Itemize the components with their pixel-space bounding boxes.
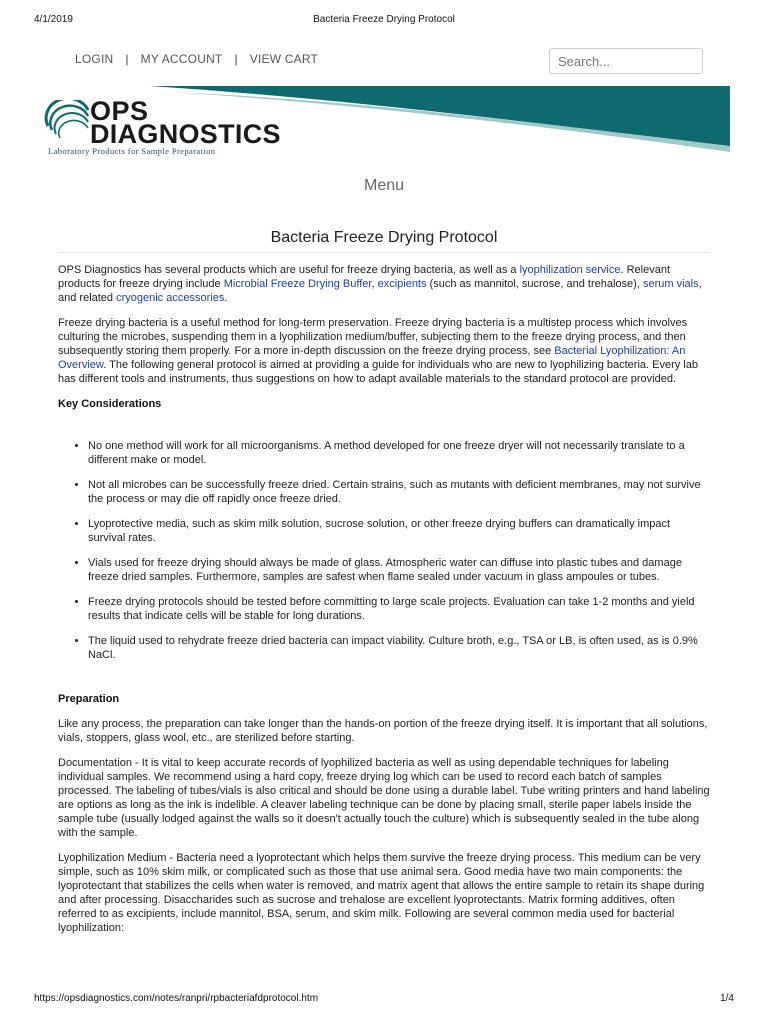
lyophilization-service-link[interactable]: lyophilization service — [519, 264, 621, 276]
list-item: • No one method will work for all microorganisms. A method developed for one freeze dryer will not necessarily translate to a different make or model. — [88, 439, 710, 467]
my-account-link[interactable]: MY ACCOUNT — [140, 52, 223, 66]
documentation-paragraph: Documentation - It is vital to keep accurate records of lyophilized bacteria as well as using dependable techniques for labeling individual samples. We recommend using a hard copy, freeze drying log which can be used to record each batch of samples processed. The labeling of tubes/vials is also critical and should be done using a durable label. Tube writing printers and hand labeling are options as long as the ink is indelible. A cleaver labeling technique can be done by placing small, sterile paper labels inside the sample tube (usually lodged against the walls so it doesn't actually touch the culture) which is subsequently sealed in the tube along with the sample. — [58, 757, 710, 839]
top-nav — [75, 52, 318, 66]
logo-text-ops: OPS — [90, 96, 149, 126]
title-divider — [58, 252, 710, 253]
article-body — [58, 263, 710, 935]
intro-paragraph: OPS Diagnostics has several products which are useful for freeze drying bacteria, as well as a lyophilization service. Relevant products for freeze drying include Microbial Freeze Drying Buffer, excipients (such as mannitol, sucrose, and trehalose), serum vials, and related cryogenic accessories. — [58, 264, 702, 304]
logo-swoosh-icon — [44, 100, 90, 146]
ops-diagnostics-logo[interactable] — [44, 96, 304, 158]
nav-separator: | — [234, 52, 238, 66]
cryogenic-accessories-link[interactable]: cryogenic accessories — [116, 292, 225, 304]
list-item: • Lyoprotective media, such as skim milk solution, sucrose solution, or other freeze drying buffers can dramatically impact survival rates. — [88, 517, 710, 545]
preparation-heading: Preparation — [58, 693, 120, 705]
page-number: 1/4 — [720, 993, 734, 1004]
print-url: https://opsdiagnostics.com/notes/ranpri/rpbacteriafdprotocol.htm — [34, 993, 319, 1004]
list-item: • The liquid used to rehydrate freeze dried bacteria can impact viability. Culture broth, e.g., TSA or LB, is often used, as is 0.9% NaCl. — [88, 634, 710, 662]
bacterial-lyophilization-overview-link[interactable]: Bacterial Lyophilization: An Overview — [58, 345, 686, 371]
key-considerations-heading: Key Considerations — [58, 398, 162, 410]
menu-toggle[interactable]: Menu — [363, 177, 405, 194]
search-input[interactable] — [549, 48, 703, 74]
overview-paragraph: Freeze drying bacteria is a useful method for long-term preservation. Freeze drying bacteria is a multistep process which involves culturing the microbes, suspending them in a lyophilization medium/buffer, subjecting them to the freeze drying process, and then subsequently storing them properly. For a more in-depth discussion on the freeze drying process, see Bacterial Lyophilization: An Overview. The following general protocol is aimed at providing a guide for individuals who are new to lyophilizing bacteria. Every lab has different tools and instruments, thus suggestions on how to adapt available materials to the standard protocol are provided. — [58, 317, 698, 385]
logo-tagline: Laboratory Products for Sample Preparation — [48, 146, 216, 156]
preparation-paragraph: Like any process, the preparation can take longer than the hands-on portion of the freeze drying itself. It is important that all solutions, vials, stoppers, glass wool, etc., are sterilized before starting. — [58, 718, 708, 744]
page-title: Bacteria Freeze Drying Protocol — [270, 229, 498, 246]
print-date: 4/1/2019 — [34, 14, 73, 25]
microbial-freeze-drying-buffer-link[interactable]: Microbial Freeze Drying Buffer — [223, 278, 372, 290]
print-header — [34, 14, 734, 28]
print-footer — [34, 993, 734, 1007]
login-link[interactable]: LOGIN — [75, 52, 114, 66]
logo-text-diagnostics: DIAGNOSTICS — [90, 119, 281, 149]
nav-separator: | — [125, 52, 129, 66]
view-cart-link[interactable]: VIEW CART — [249, 52, 319, 66]
key-considerations-list — [58, 439, 710, 662]
list-item: • Freeze drying protocols should be tested before committing to large scale projects. Evaluation can take 1-2 months and yield results that indicate cells will be stable for long durations. — [88, 595, 710, 623]
excipients-link[interactable]: excipients — [377, 278, 427, 290]
list-item: • Not all microbes can be successfully freeze dried. Certain strains, such as mutants with deficient membranes, may not survive the process or may die off rapidly once freeze dried. — [88, 478, 710, 506]
print-title: Bacteria Freeze Drying Protocol — [313, 14, 455, 25]
list-item: • Vials used for freeze drying should always be made of glass. Atmospheric water can diffuse into plastic tubes and damage freeze dried samples. Furthermore, samples are safest when flame sealed under vacuum in glass ampoules or tubes. — [88, 556, 710, 584]
serum-vials-link[interactable]: serum vials — [642, 278, 699, 290]
lyophilization-medium-paragraph: Lyophilization Medium - Bacteria need a lyoprotectant which helps them survive the freeze drying process. This medium can be very simple, such as 10% skim milk, or complicated such as those that use animal sera. Good media have two main components: the lyoprotectant that stabilizes the cells when water is removed, and matrix agent that allows the entire sample to retain its shape during and after processing. Disaccharides such as sucrose and trehalose are excellent lyoprotectants. Matrix forming additives, often referred to as excipients, include mannitol, BSA, serum, and skim milk. Following are several common media used for bacterial lyophilization: — [58, 852, 705, 934]
